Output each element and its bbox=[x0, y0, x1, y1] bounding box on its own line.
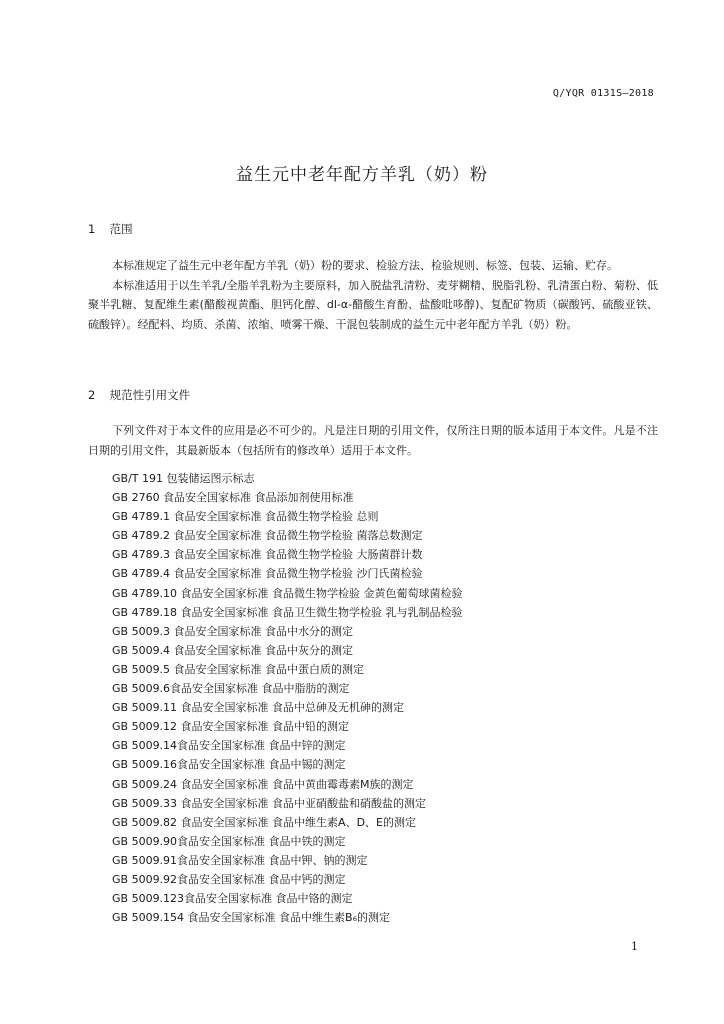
section-title: 规范性引用文件 bbox=[109, 388, 191, 402]
reference-item: GB 5009.14食品安全国家标准 食品中锌的测定 bbox=[112, 739, 346, 753]
paragraph: 本标准适用于以生羊乳/全脂羊乳粉为主要原料，加入脱盐乳清粉、麦芽糊精、脱脂乳粉、乳清蛋白粉、菊粉、低聚半乳糖、复配维生素(醋酸视黄酯、胆钙化醇、dl-α-醋酸生育酚、盐酸吡哆醇)、复配矿物质（碳酸钙、硫酸亚铁、硫酸锌）。经配料、均质、杀菌、浓缩、喷雾干燥、干混包装制成的益生元中老年配方羊乳（奶）粉。 bbox=[88, 278, 658, 331]
reference-item: GB 4789.10 食品安全国家标准 食品微生物学检验 金黄色葡萄球菌检验 bbox=[112, 586, 463, 600]
reference-item: GB 4789.3 食品安全国家标准 食品微生物学检验 大肠菌群计数 bbox=[112, 548, 423, 562]
section-heading-scope bbox=[88, 221, 133, 237]
paragraph: 本标准规定了益生元中老年配方羊乳（奶）粉的要求、检验方法、检验规则、标签、包装、运输、贮存。 bbox=[112, 259, 618, 272]
reference-item: GB/T 191 包装储运图示标志 bbox=[112, 472, 255, 485]
reference-item: GB 4789.18 食品安全国家标准 食品卫生微生物学检验 乳与乳制品检验 bbox=[112, 605, 463, 619]
reference-item: GB 5009.16食品安全国家标准 食品中锡的测定 bbox=[112, 758, 346, 772]
section-title: 范围 bbox=[109, 222, 133, 236]
section-number: 1 bbox=[88, 222, 96, 236]
reference-item: GB 5009.12 食品安全国家标准 食品中铅的测定 bbox=[112, 720, 350, 734]
scope-paragraphs bbox=[88, 256, 658, 334]
section-heading-normative-references bbox=[88, 387, 190, 403]
reference-item: GB 5009.6食品安全国家标准 食品中脂肪的测定 bbox=[112, 682, 350, 696]
reference-item: GB 4789.1 食品安全国家标准 食品微生物学检验 总则 bbox=[112, 510, 379, 524]
reference-item: GB 4789.2 食品安全国家标准 食品微生物学检验 菌落总数测定 bbox=[112, 529, 423, 543]
reference-item: GB 2760 食品安全国家标准 食品添加剂使用标准 bbox=[112, 491, 354, 505]
references-intro bbox=[88, 421, 658, 460]
document-title: 益生元中老年配方羊乳（奶）粉 bbox=[236, 165, 488, 185]
paragraph: 下列文件对于本文件的应用是必不可少的。凡是注日期的引用文件，仅所注日期的版本适用于本文件。凡是不注日期的引用文件，其最新版本（包括所有的修改单）适用于本文件。 bbox=[88, 424, 658, 457]
reference-item: GB 4789.4 食品安全国家标准 食品微生物学检验 沙门氏菌检验 bbox=[112, 567, 423, 581]
standard-code: Q/YQR 0131S—2018 bbox=[552, 88, 654, 99]
reference-item: GB 5009.5 食品安全国家标准 食品中蛋白质的测定 bbox=[112, 662, 365, 676]
section-number: 2 bbox=[88, 388, 96, 402]
reference-item: GB 5009.92食品安全国家标准 食品中钙的测定 bbox=[112, 872, 346, 886]
reference-item: GB 5009.11 食品安全国家标准 食品中总砷及无机砷的测定 bbox=[112, 701, 405, 715]
reference-item: GB 5009.3 食品安全国家标准 食品中水分的测定 bbox=[112, 624, 354, 638]
reference-item: GB 5009.91食品安全国家标准 食品中钾、钠的测定 bbox=[112, 853, 368, 867]
reference-item: GB 5009.24 食品安全国家标准 食品中黄曲霉毒素M族的测定 bbox=[112, 777, 414, 791]
reference-item: GB 5009.82 食品安全国家标准 食品中维生素A、D、E的测定 bbox=[112, 815, 416, 829]
reference-item: GB 5009.154 食品安全国家标准 食品中维生素B₆的测定 bbox=[112, 911, 391, 925]
page-number: 1 bbox=[631, 940, 638, 953]
reference-item: GB 5009.4 食品安全国家标准 食品中灰分的测定 bbox=[112, 643, 354, 657]
reference-item: GB 5009.123食品安全国家标准 食品中铬的测定 bbox=[112, 892, 353, 906]
reference-item: GB 5009.90食品安全国家标准 食品中铁的测定 bbox=[112, 834, 346, 848]
reference-item: GB 5009.33 食品安全国家标准 食品中亚硝酸盐和硝酸盐的测定 bbox=[112, 796, 427, 810]
reference-list bbox=[112, 469, 463, 927]
